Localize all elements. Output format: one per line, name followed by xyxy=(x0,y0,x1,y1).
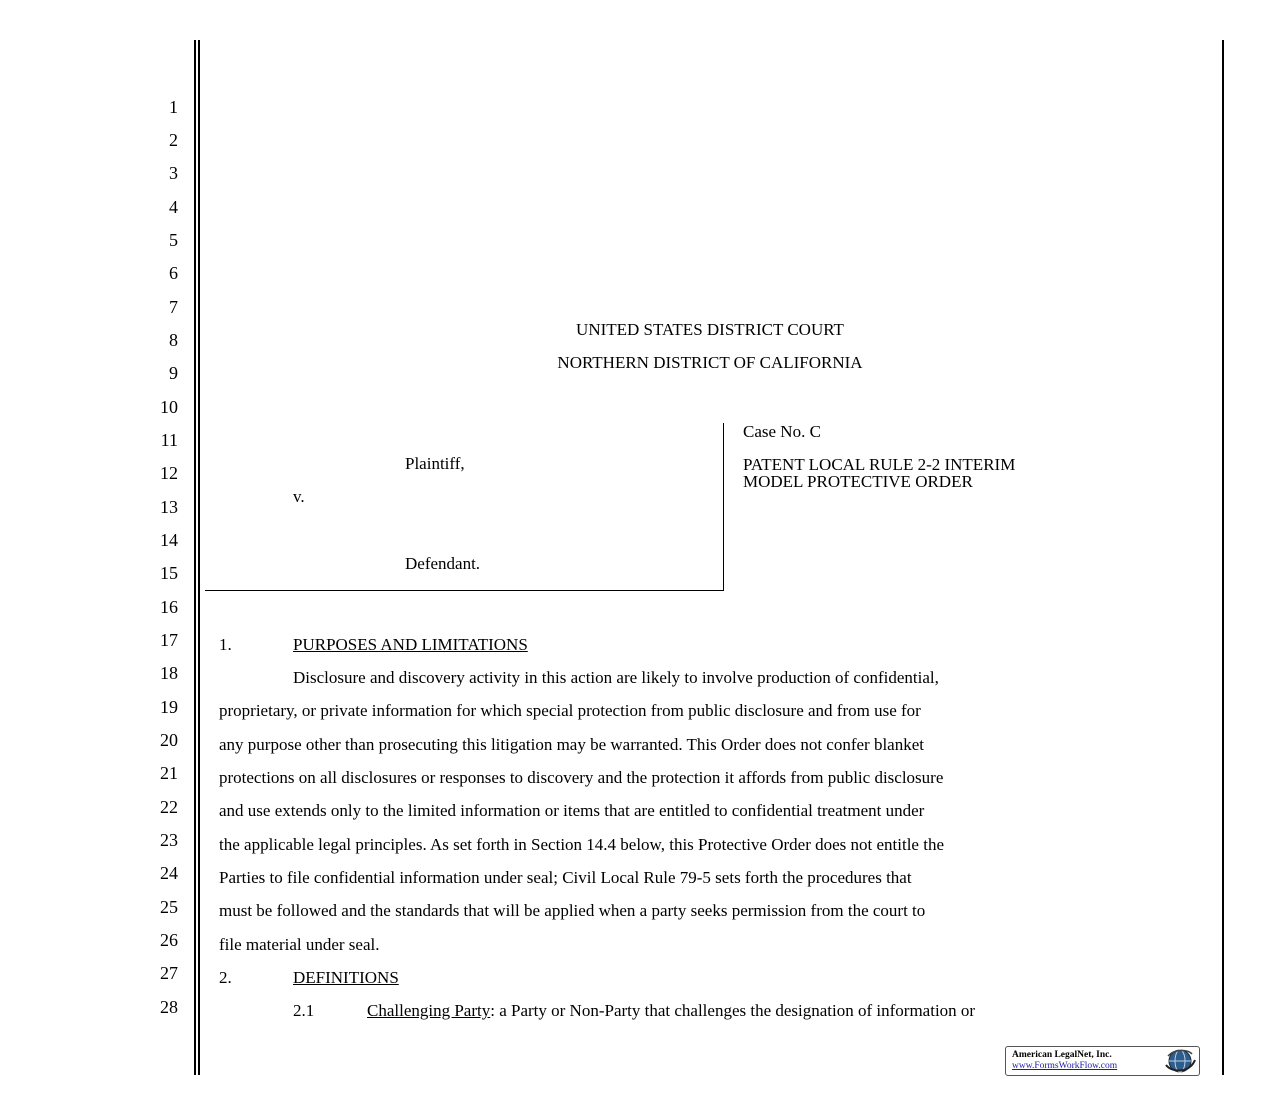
subsection-2-1-number: 2.1 xyxy=(293,1001,315,1020)
line-number: 28 xyxy=(160,997,178,1017)
paragraph-line: proprietary, or private information for which special protection from public disclosure and from use for xyxy=(219,701,921,720)
line-number: 19 xyxy=(160,697,178,717)
line-number: 7 xyxy=(169,297,178,317)
section-2-heading: DEFINITIONS xyxy=(293,968,399,987)
paragraph-line: the applicable legal principles. As set forth in Section 14.4 below, this Protective Order does not entitle the xyxy=(219,835,944,854)
line-number: 8 xyxy=(169,330,178,350)
plaintiff-label: Plaintiff, xyxy=(405,454,465,473)
caption-box xyxy=(205,423,724,591)
paragraph-line: must be followed and the standards that will be applied when a party seeks permission from the court to xyxy=(219,901,926,920)
section-1-heading: PURPOSES AND LIMITATIONS xyxy=(293,635,528,654)
line-number: 4 xyxy=(169,197,178,217)
left-margin-rule-outer xyxy=(194,40,196,1075)
line-number: 15 xyxy=(160,563,178,583)
paragraph-line: protections on all disclosures or responses to discovery and the protection it affords from public disclosure xyxy=(219,768,944,787)
line-number: 1 xyxy=(169,97,178,117)
paragraph-line: Disclosure and discovery activity in this action are likely to involve production of confidential, xyxy=(293,668,939,687)
document-title-line2: MODEL PROTECTIVE ORDER xyxy=(743,472,973,491)
section-2-number: 2. xyxy=(219,968,232,987)
line-number: 6 xyxy=(169,263,178,283)
line-number: 14 xyxy=(160,530,178,550)
line-number: 27 xyxy=(160,963,178,983)
subsection-2-1-line xyxy=(367,1001,975,1021)
paragraph-line: and use extends only to the limited information or items that are entitled to confidential treatment under xyxy=(219,801,925,820)
paragraph-line: Parties to file confidential information under seal; Civil Local Rule 79-5 sets forth the procedures that xyxy=(219,868,912,887)
line-number: 17 xyxy=(160,630,178,650)
right-margin-rule xyxy=(1222,40,1224,1075)
logo-url-link[interactable]: www.FormsWorkFlow.com xyxy=(1012,1061,1118,1071)
challenging-party-definition: : a Party or Non-Party that challenges the designation of information or xyxy=(490,1001,976,1020)
line-number: 21 xyxy=(160,763,178,783)
line-number: 9 xyxy=(169,363,178,383)
court-district: NORTHERN DISTRICT OF CALIFORNIA xyxy=(557,353,863,372)
line-number: 24 xyxy=(160,863,178,883)
line-number: 10 xyxy=(160,397,178,417)
line-number: 22 xyxy=(160,797,178,817)
line-number: 26 xyxy=(160,930,178,950)
paragraph-line: any purpose other than prosecuting this litigation may be warranted. This Order does not confer blanket xyxy=(219,735,924,754)
line-number: 23 xyxy=(160,830,178,850)
section-1-number: 1. xyxy=(219,635,232,654)
versus-label: v. xyxy=(293,487,305,506)
line-number: 11 xyxy=(160,430,178,450)
line-number: 2 xyxy=(169,130,178,150)
challenging-party-term: Challenging Party xyxy=(367,1001,491,1020)
line-number: 5 xyxy=(169,230,178,250)
logo-company-name: American LegalNet, Inc. xyxy=(1012,1050,1112,1060)
american-legalnet-logo[interactable] xyxy=(1005,1046,1200,1076)
line-number: 20 xyxy=(160,730,178,750)
line-number: 18 xyxy=(160,663,178,683)
left-margin-rule-inner xyxy=(198,40,200,1075)
line-number: 16 xyxy=(160,597,178,617)
case-number: Case No. C xyxy=(743,422,821,441)
defendant-label: Defendant. xyxy=(405,554,481,573)
globe-emblem-icon xyxy=(1162,1048,1198,1074)
line-number: 25 xyxy=(160,897,178,917)
line-number: 13 xyxy=(160,497,178,517)
court-name: UNITED STATES DISTRICT COURT xyxy=(576,320,844,339)
document-title-line1: PATENT LOCAL RULE 2-2 INTERIM xyxy=(743,455,1016,474)
paragraph-line: file material under seal. xyxy=(219,935,380,954)
line-number: 3 xyxy=(169,163,178,183)
line-number: 12 xyxy=(160,463,178,483)
